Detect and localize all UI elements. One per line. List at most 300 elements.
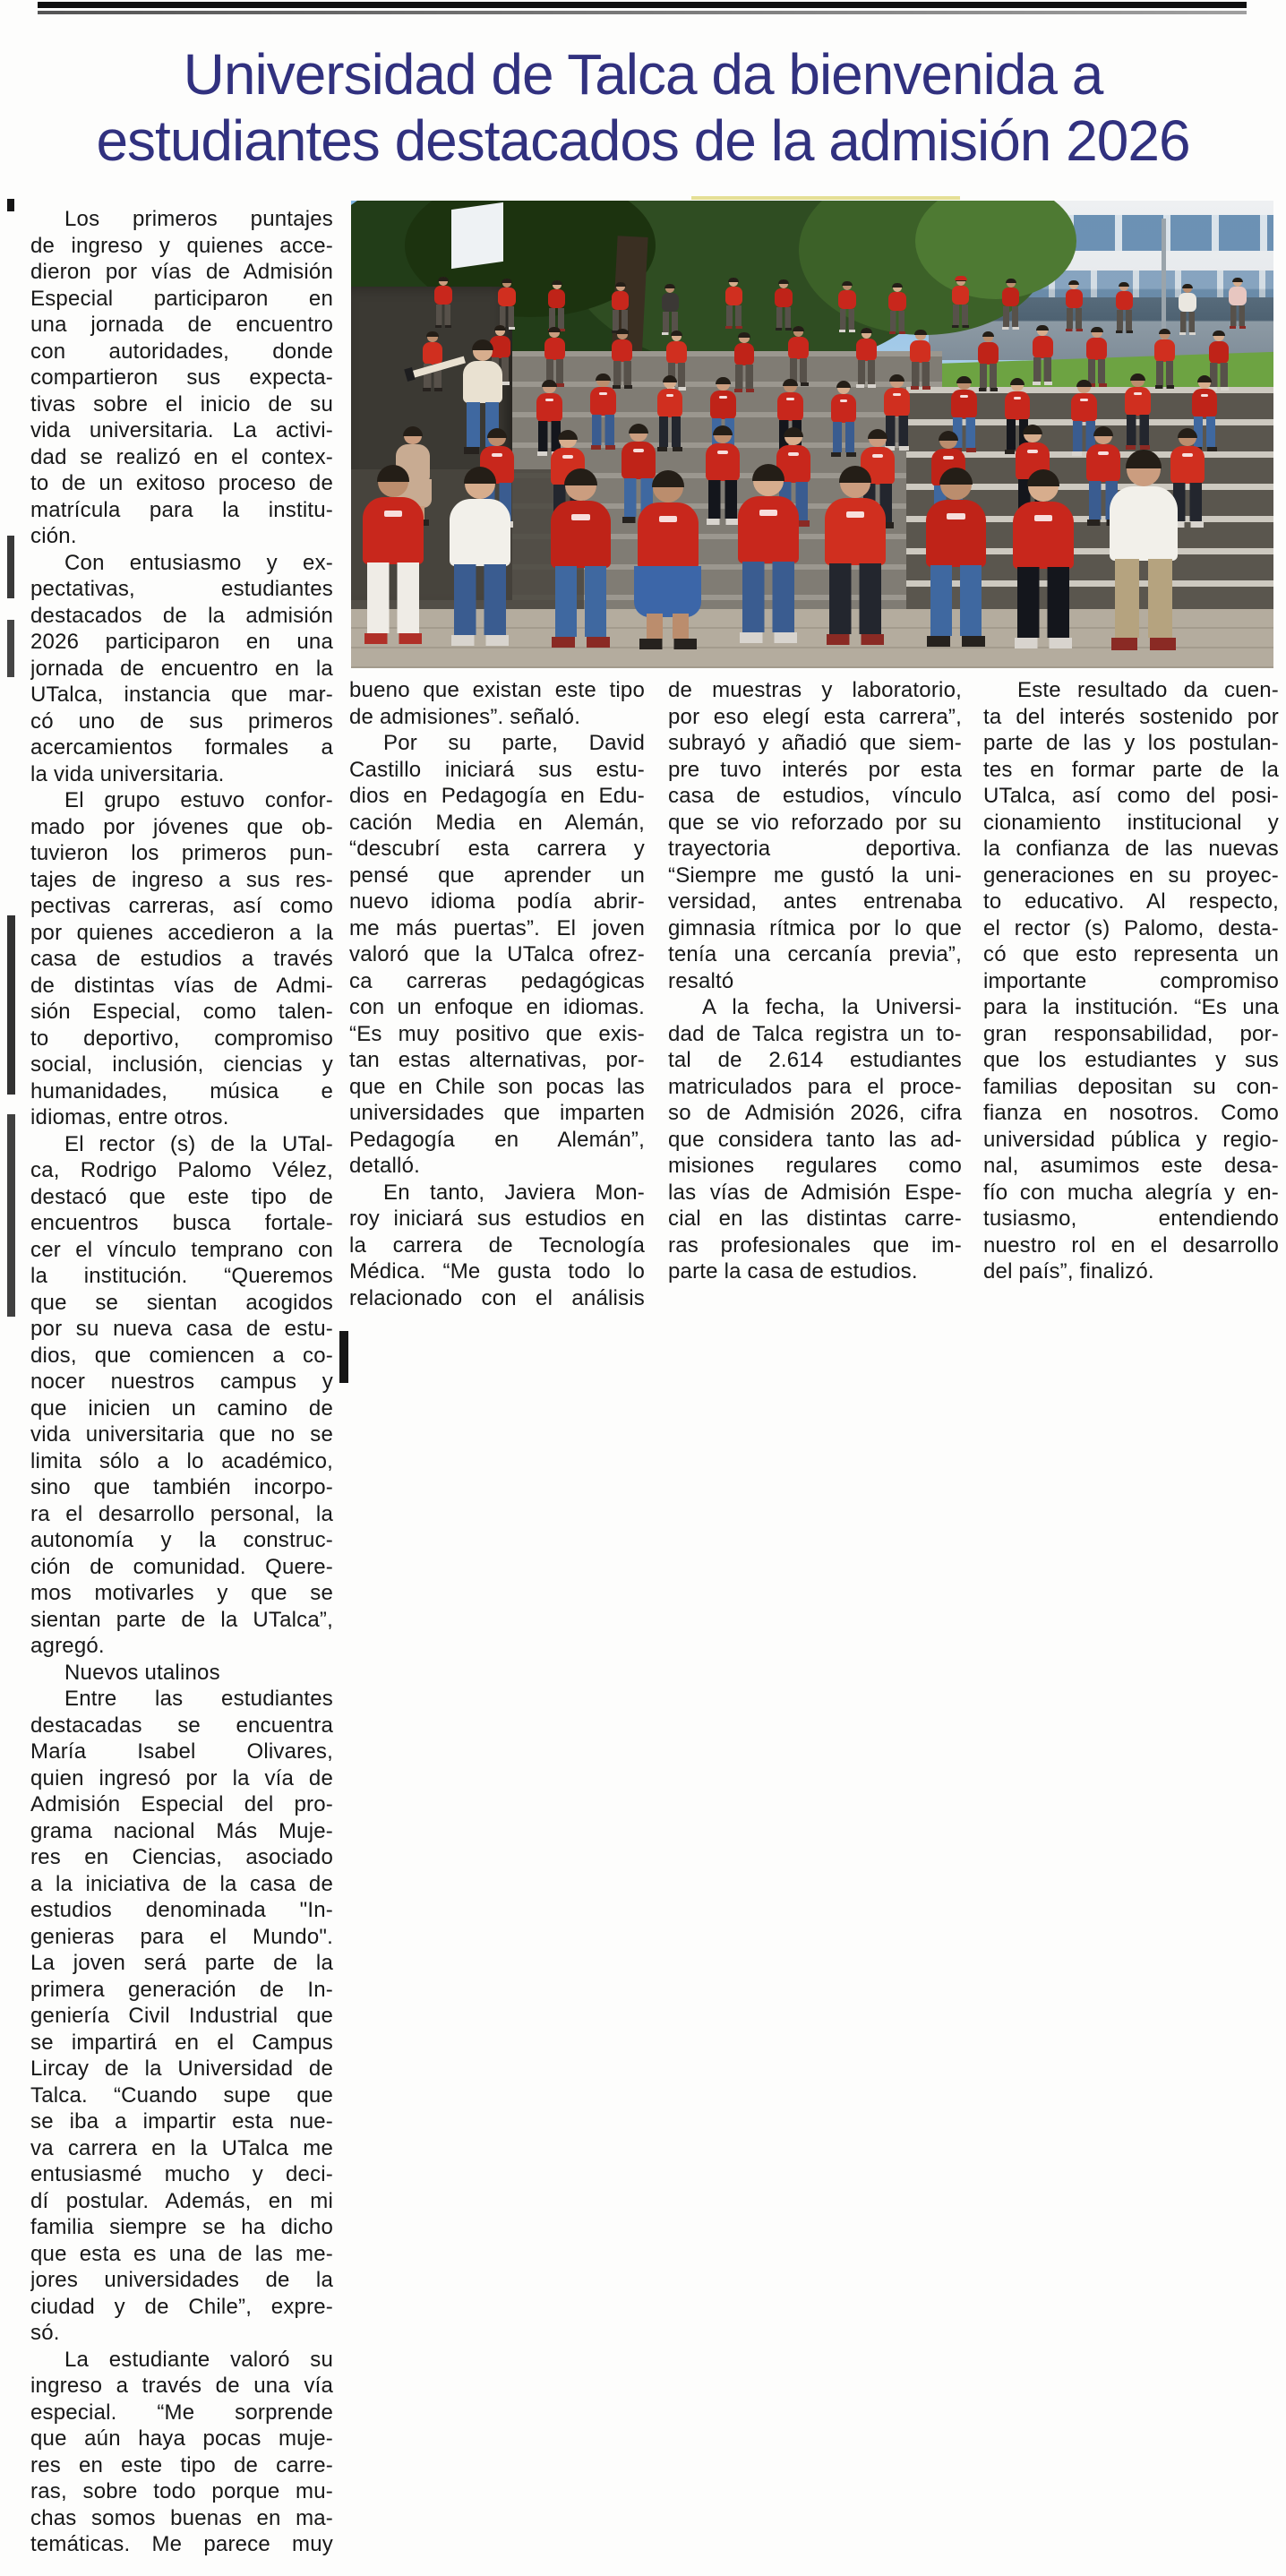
text-line: que aún haya pocas muje- — [30, 2426, 333, 2451]
person-shoes — [725, 326, 742, 329]
person-shoes — [1033, 382, 1052, 385]
text-line: 2026 participaron en una — [30, 630, 333, 654]
person-legs — [592, 415, 614, 445]
person-hair — [1213, 331, 1225, 336]
person-hair — [542, 380, 557, 387]
person-torso — [590, 387, 616, 416]
text-line: idiomas, entre otros. — [30, 1105, 229, 1129]
person-figure — [1030, 324, 1056, 385]
shirt-logo — [659, 516, 677, 522]
text-line: dieron por vías de Admisión — [30, 260, 333, 284]
person-torso — [1154, 339, 1175, 362]
text-line: de admisiones”. señaló. — [349, 704, 581, 729]
person-figure — [420, 331, 446, 391]
person-torso — [1125, 387, 1151, 416]
person-hair — [836, 381, 852, 388]
scan-artifact — [7, 915, 15, 1095]
text-line: familias depositan su con- — [983, 1074, 1279, 1099]
person-hair — [596, 374, 611, 381]
text-line: la institución. “Queremos — [30, 1264, 333, 1288]
text-line: María Isabel Olivares, — [30, 1739, 333, 1764]
person-hair — [671, 331, 683, 336]
person-shoes — [552, 637, 609, 648]
person-hair — [1178, 428, 1196, 437]
shirt-logo — [562, 455, 572, 459]
text-line: universidades que imparten — [349, 1101, 645, 1125]
shirt-logo — [1027, 450, 1037, 453]
text-line: me más puertas”. El joven — [349, 915, 645, 940]
person-legs — [833, 422, 855, 452]
person-hair — [464, 467, 496, 484]
text-line: una jornada de encuentro — [30, 313, 333, 337]
text-line: casa de estudios, vínculo — [668, 784, 962, 808]
person-figure — [1227, 277, 1248, 329]
person-legs — [953, 305, 968, 325]
shirt-logo — [846, 511, 864, 518]
text-line: chas somos buenas en ma- — [30, 2505, 333, 2530]
person-torso — [662, 293, 679, 312]
person-torso — [952, 286, 969, 305]
person-torso — [710, 391, 736, 419]
person-legs — [1115, 559, 1173, 638]
person-torso — [1086, 338, 1107, 360]
person-figure — [773, 279, 794, 331]
shirt-logo — [633, 449, 643, 452]
text-line: nocer nuestros campus y — [30, 1370, 333, 1394]
person-torso — [363, 497, 424, 564]
text-line: entusiasmé mucho y deci- — [30, 2162, 333, 2186]
text-line: to educativo. Al respecto, — [983, 889, 1279, 914]
person-torso — [638, 502, 699, 570]
person-shoes — [1111, 638, 1176, 650]
text-line: de distintas vías de Admi- — [30, 973, 333, 998]
person-torso — [734, 343, 755, 365]
person-figure — [950, 276, 972, 328]
text-line: que se sientan acogidos — [30, 1290, 333, 1315]
person-legs — [930, 565, 982, 636]
text-line: subrayó y añadió que siem- — [668, 731, 962, 755]
text-line: vida universitaria. La activi- — [30, 418, 333, 442]
person-torso — [1110, 486, 1178, 562]
person-hair — [839, 466, 871, 483]
text-line: cación Media en Alemán, — [349, 810, 645, 835]
text-line: Admisión Especial del pro- — [30, 1792, 333, 1816]
text-line: pectivas carreras, así como — [30, 894, 333, 918]
person-shoes — [1002, 327, 1019, 330]
person-hair — [1126, 450, 1162, 468]
person-torso — [788, 337, 809, 359]
article-photo — [351, 201, 1273, 668]
person-shoes — [639, 639, 697, 649]
shirt-logo — [492, 453, 502, 457]
text-line: familia siempre se ha dicho — [30, 2215, 333, 2239]
person-torso — [1071, 393, 1097, 422]
text-line: de muestras y laboratorio, — [668, 678, 962, 702]
text-line: por eso elegí esta carrera”, — [668, 704, 962, 729]
person-torso — [884, 388, 910, 416]
person-figure — [496, 278, 518, 330]
person-legs — [1017, 567, 1069, 638]
person-hair — [1159, 329, 1171, 334]
person-figure — [433, 276, 454, 328]
person-figure — [543, 467, 619, 648]
person-torso — [666, 341, 687, 364]
shirt-logo — [943, 456, 953, 459]
person-legs — [980, 364, 997, 388]
person-shoes — [1230, 326, 1247, 329]
person-figure — [587, 373, 619, 450]
shirt-logo — [666, 394, 674, 397]
person-shoes — [591, 445, 615, 450]
text-line: ca, Rodrigo Palomo Vélez, — [30, 1158, 333, 1182]
person-hair — [1023, 425, 1042, 434]
shirt-logo — [840, 399, 848, 402]
text-line: versidad, antes entrenaba — [668, 889, 962, 914]
person-shoes — [364, 633, 422, 644]
text-line: primera generación de In- — [30, 1977, 333, 2002]
person-hair — [939, 431, 957, 440]
person-legs — [1067, 308, 1082, 329]
person-shoes — [952, 325, 969, 328]
text-line: tuvieron los primeros pun- — [30, 841, 333, 865]
person-torso — [1116, 291, 1133, 310]
person-hair — [1027, 469, 1059, 486]
text-line: nuevo idioma podía abrir- — [349, 889, 645, 914]
person-torso — [612, 291, 629, 310]
shirt-logo — [599, 392, 607, 395]
text-line: Los primeros puntajes — [64, 207, 333, 231]
person-hair — [956, 376, 972, 383]
text-line: que se vio reforzado por su — [668, 810, 962, 835]
person-torso — [612, 339, 632, 362]
shirt-logo — [947, 513, 964, 519]
person-torso — [423, 342, 443, 365]
person-hair — [1119, 282, 1129, 287]
person-hair — [1130, 374, 1145, 381]
text-line: có que esto representa un — [983, 942, 1279, 966]
person-figure — [659, 283, 681, 335]
person-legs — [659, 416, 682, 447]
text-line: El rector (s) de la UTal- — [64, 1131, 333, 1156]
text-line: Con entusiasmo y ex- — [64, 550, 333, 575]
text-line: parte de las y los postulan- — [983, 731, 1279, 755]
text-line: ca carreras pedagógicas — [349, 968, 645, 993]
text-line: Por su parte, David — [383, 731, 645, 755]
text-line: que inicien un camino de — [30, 1395, 333, 1421]
person-shoes — [423, 388, 442, 391]
person-figure — [442, 465, 519, 646]
shirt-logo — [786, 398, 794, 400]
person-figure — [1063, 279, 1085, 331]
text-line: especial. “Me sorprende — [30, 2400, 333, 2425]
person-figure — [818, 464, 894, 645]
person-figure — [546, 279, 568, 331]
text-line: ción. — [30, 524, 77, 548]
person-hair — [552, 280, 562, 285]
scan-artifact — [7, 620, 14, 677]
text-line: res en Ciencias, asociado — [30, 1845, 333, 1869]
person-hair — [784, 427, 802, 436]
person-torso — [738, 496, 799, 563]
text-line: pre tuvo interés por esta — [668, 757, 962, 782]
person-hair — [738, 332, 750, 338]
headline-line-2: estudiantes destacados de la admisión 2026 — [96, 108, 1190, 173]
person-hair — [548, 327, 561, 332]
person-hair — [1197, 375, 1213, 382]
person-figure — [853, 327, 879, 388]
person-figure — [609, 281, 630, 333]
person-hair — [892, 283, 903, 288]
text-line: ras, sobre todo porque mu- — [30, 2479, 333, 2503]
text-line: se iba a impartir esta nue- — [30, 2109, 333, 2134]
text-line: El grupo estuvo confor- — [64, 788, 333, 812]
red-cap — [955, 276, 967, 280]
top-rule-gray — [38, 11, 1247, 14]
text-line: por quienes accedieron a la — [30, 920, 333, 945]
person-torso — [1005, 391, 1031, 420]
text-line: Médica. “Me gusta todo lo — [349, 1259, 645, 1284]
text-line: to de un exitoso proceso de — [30, 471, 333, 495]
text-line: matriculados para el proce- — [668, 1074, 962, 1099]
person-torso — [951, 390, 977, 418]
person-hair — [982, 331, 995, 337]
text-line: relacionado con el análisis — [349, 1285, 645, 1310]
text-line: so de Admisión 2026, cifra — [668, 1101, 962, 1125]
text-line: Talca. “Cuando supe que — [30, 2082, 333, 2108]
person-hair — [861, 328, 873, 333]
person-hair — [868, 429, 887, 438]
shirt-logo — [545, 399, 553, 401]
person-legs — [647, 614, 690, 639]
shirt-logo — [384, 511, 402, 517]
text-line: se impartirá en el Campus — [30, 2030, 333, 2055]
person-hair — [663, 375, 678, 382]
text-line: Este resultado da cuen- — [1017, 678, 1279, 702]
text-line: por su nueva casa de estu- — [30, 1317, 333, 1341]
person-torso — [657, 389, 683, 417]
text-line: Nuevos utalinos — [64, 1660, 220, 1685]
person-figure — [1084, 326, 1110, 387]
text-line: UTalca, instancia que mar- — [30, 683, 333, 707]
person-hair — [889, 374, 904, 382]
text-line: fío con mucha alegría y en- — [983, 1180, 1279, 1205]
text-line: pensé que aprender un — [349, 863, 645, 888]
text-line: cial en las distintas carre- — [668, 1206, 962, 1231]
text-line: cionamiento institucional y — [983, 810, 1279, 835]
person-figure — [1101, 448, 1186, 650]
text-line: tan estas alternativas, por- — [349, 1048, 645, 1072]
headline-line-1: Universidad de Talca da bienvenida a — [183, 42, 1103, 107]
person-legs — [1180, 312, 1196, 332]
text-line: dad se realizó en el contex- — [30, 444, 333, 469]
shirt-logo — [788, 452, 798, 456]
text-line: roy iniciará sus estudios en — [349, 1206, 645, 1231]
person-figure — [542, 326, 568, 387]
text-line: tal de 2.614 estudiantes — [668, 1048, 962, 1072]
person-torso — [775, 288, 792, 307]
article-column-4 — [983, 677, 1279, 1285]
text-line: cer el vínculo temprano con — [30, 1237, 333, 1262]
scan-artifact — [7, 199, 14, 211]
person-figure — [887, 282, 908, 334]
person-hair — [778, 279, 789, 284]
person-torso — [1013, 502, 1074, 569]
text-line: Entre las estudiantes — [64, 1687, 333, 1711]
text-line: destacó que este tipo de — [30, 1184, 333, 1209]
shirt-logo — [1034, 515, 1052, 521]
scan-artifact — [7, 1114, 15, 1317]
text-line: la carrera de Tecnología — [349, 1232, 645, 1258]
person-hair — [752, 464, 784, 481]
person-figure — [999, 278, 1021, 330]
text-line: del país”, finalizó. — [983, 1259, 1154, 1284]
text-line: dios en Pedagogía en Edu- — [349, 784, 645, 808]
text-line: ta del interés sostenido por — [983, 704, 1279, 729]
text-line: La estudiante valoró su — [64, 2347, 333, 2372]
person-hair — [783, 379, 798, 386]
text-line: res en este tipo de carre- — [30, 2452, 333, 2477]
person-torso — [978, 342, 999, 365]
person-torso — [548, 289, 565, 308]
person-legs — [367, 562, 419, 633]
text-line: que los estudiantes y sus — [983, 1048, 1279, 1072]
text-line: fianza en nosotros. Como — [983, 1101, 1279, 1125]
person-legs — [1156, 361, 1173, 385]
text-line: nal, asumimos este desa- — [983, 1154, 1279, 1178]
person-hair — [1091, 327, 1103, 332]
person-hair — [713, 425, 732, 434]
text-line: tenía una cercanía previa”, — [668, 942, 962, 966]
person-hair — [1093, 426, 1112, 435]
person-legs — [1003, 306, 1018, 327]
shirt-logo — [759, 510, 777, 516]
person-legs — [742, 562, 794, 632]
person-hair — [728, 278, 739, 282]
text-line: ras profesionales que im- — [668, 1232, 962, 1258]
text-line: sino que también incorpo- — [30, 1475, 333, 1499]
text-line: A la fecha, la Universi- — [702, 995, 962, 1019]
text-line: acercamientos formales a — [30, 735, 333, 760]
person-hair — [564, 468, 596, 485]
person-shoes — [657, 447, 682, 451]
person-legs — [555, 566, 607, 637]
person-hair — [426, 331, 439, 337]
scan-artifact — [339, 1331, 348, 1383]
text-line: quien ingresó por la vía de — [30, 1765, 333, 1790]
person-torso — [1229, 287, 1246, 305]
text-line: nuestro rol en el desarrollo — [983, 1232, 1279, 1258]
text-line: universidad pública y regio- — [983, 1127, 1279, 1152]
person-torso — [544, 338, 565, 360]
phone — [404, 368, 416, 382]
person-hair — [403, 426, 422, 435]
person-torso — [498, 288, 515, 306]
text-line: mado por jóvenes que ob- — [30, 814, 333, 839]
person-figure — [723, 277, 744, 329]
person-figure — [827, 380, 860, 457]
text-line: vida universitaria que no se — [30, 1422, 333, 1447]
person-hair — [1010, 378, 1025, 385]
text-line: Especial participaron en — [30, 286, 333, 311]
person-hair — [664, 284, 675, 288]
text-line: importante compromiso — [983, 968, 1279, 993]
scan-artifact — [7, 536, 14, 598]
text-line: encuentros busca fortale- — [30, 1211, 333, 1235]
text-line: gimnasia rítmica por lo que — [668, 915, 962, 940]
headline — [0, 41, 1286, 174]
text-line: agregó. — [30, 1634, 105, 1658]
person-shoes — [1116, 331, 1133, 333]
person-torso — [463, 361, 502, 404]
text-line: sientan parte de la UTalca”, — [30, 1607, 333, 1632]
text-line: que en Chile son pocas las — [349, 1074, 645, 1099]
person-legs — [1033, 357, 1050, 382]
person-figure — [1152, 328, 1178, 389]
person-figure — [918, 466, 994, 647]
text-line: En tanto, Javiera Mon- — [383, 1180, 645, 1205]
text-line: dios, que comiencen a co- — [30, 1343, 333, 1368]
person-hair — [914, 330, 927, 335]
person-torso — [825, 498, 886, 565]
text-line: destacadas se encuentra — [30, 1713, 333, 1738]
text-line: ciudad y de Chile”, expre- — [30, 2294, 333, 2319]
text-line: mos motivarles y que se — [30, 1581, 333, 1605]
text-line: que esta es una de las me- — [30, 2241, 333, 2266]
person-torso — [777, 392, 803, 421]
text-line: tes en formar parte de la — [983, 757, 1279, 782]
person-hair — [939, 468, 972, 485]
shirt-logo — [717, 451, 727, 454]
person-hair — [1006, 279, 1016, 283]
person-legs — [1127, 415, 1149, 445]
person-torso — [1066, 289, 1083, 308]
text-line: Castillo iniciará sus estu- — [349, 757, 645, 782]
person-torso — [856, 339, 877, 361]
text-line: limita sólo a lo académico, — [30, 1448, 333, 1473]
text-line: genieras para el Mundo". — [30, 1924, 333, 1949]
person-torso — [1192, 389, 1218, 417]
person-hair — [629, 424, 647, 433]
person-hair — [615, 282, 626, 287]
shirt-logo — [1014, 397, 1022, 399]
person-legs — [1117, 310, 1132, 331]
person-figure — [731, 462, 807, 643]
person-hair — [616, 329, 629, 334]
shirt-logo — [1201, 394, 1209, 397]
text-line: matrícula para la institu- — [30, 497, 333, 522]
text-line: tajes de ingreso a sus res- — [30, 867, 333, 892]
text-line: bueno que existan este tipo — [349, 678, 645, 702]
person-legs — [829, 563, 881, 634]
person-shoes — [911, 386, 930, 390]
text-line: parte la casa de estudios. — [668, 1259, 918, 1284]
article-column-3 — [668, 677, 962, 1285]
person-hair — [377, 465, 409, 482]
text-line: trayectoria deportiva. — [668, 837, 962, 861]
person-hair — [487, 428, 506, 437]
text-line: jornada de encuentro en la — [30, 656, 333, 681]
person-shoes — [1015, 638, 1072, 648]
person-shoes — [451, 635, 509, 646]
shirt-logo — [872, 454, 882, 458]
person-shoes — [831, 452, 855, 457]
person-shoes — [1155, 385, 1175, 389]
text-line: de ingreso y quienes acce- — [30, 233, 333, 258]
person-torso — [926, 500, 987, 567]
text-line: misiones regulares como — [668, 1154, 962, 1178]
person-hair — [1232, 278, 1243, 282]
shirt-logo — [1080, 399, 1088, 401]
